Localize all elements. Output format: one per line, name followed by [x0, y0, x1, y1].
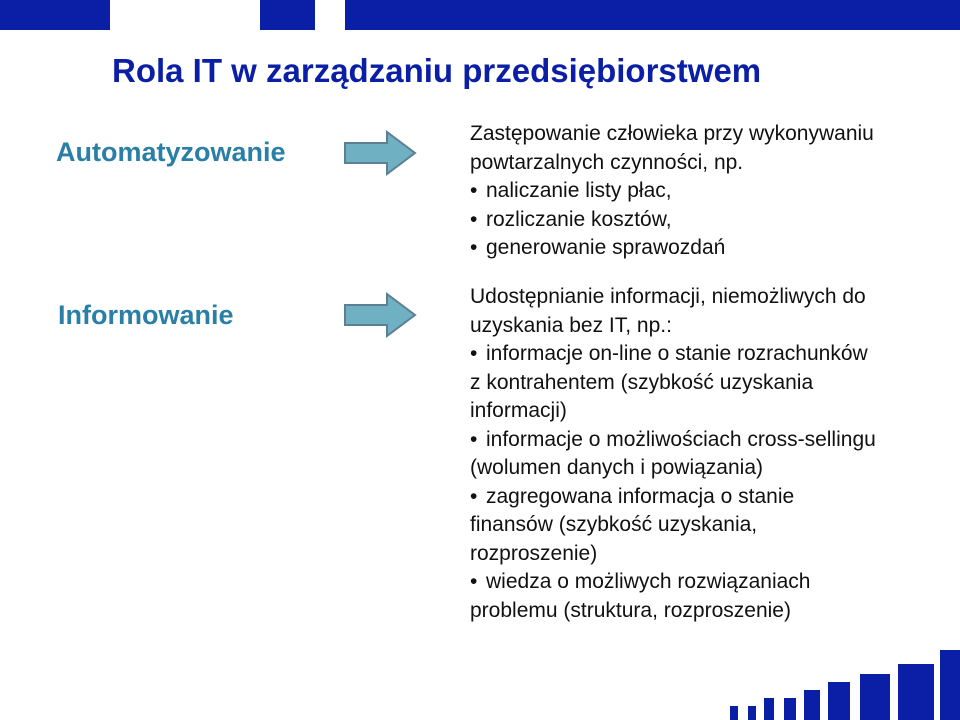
bullet-continuation: rozproszenie) [470, 541, 598, 565]
top-band-block [315, 0, 345, 30]
top-band-block [110, 0, 260, 30]
bullet-item: • wiedza o możliwych rozwiązaniach [470, 568, 940, 597]
description-line: powtarzalnych czynności, np. [470, 150, 744, 174]
bullet-continuation: informacji) [470, 399, 567, 422]
right-arrow-icon [343, 292, 417, 338]
corner-bar [898, 664, 934, 720]
corner-bar [764, 698, 774, 720]
corner-bar [730, 706, 738, 720]
corner-bar [748, 706, 756, 720]
top-band-block [260, 0, 315, 30]
bullet-icon: • [470, 179, 478, 202]
corner-decor-bars [730, 650, 960, 720]
bullet-item: • naliczanie listy płac, [470, 177, 940, 206]
bullet-icon: • [470, 236, 478, 259]
top-band-block [345, 0, 960, 30]
description-informowanie [470, 283, 940, 625]
bullet-item: • zagregowana informacja o stanie [470, 483, 940, 512]
top-band-block [0, 0, 110, 30]
corner-bar [940, 650, 960, 720]
bullet-continuation: problemu (struktura, rozproszenie) [470, 598, 791, 622]
description-line: Zastępowanie człowieka przy wykonywaniu [470, 122, 874, 145]
top-decor-band [0, 0, 960, 30]
bullet-continuation: (wolumen danych i powiązania) [470, 456, 763, 479]
bullet-item: • rozliczanie kosztów, [470, 206, 940, 235]
description-line: uzyskania bez IT, np.: [470, 313, 672, 337]
bullet-continuation: z kontrahentem (szybkość uzyskania [470, 370, 814, 394]
term-informowanie: Informowanie [58, 300, 234, 330]
corner-bar [860, 674, 890, 720]
bullet-continuation: finansów (szybkość uzyskania, [470, 513, 758, 536]
description-automatyzowanie [470, 120, 940, 263]
corner-bar [784, 698, 796, 720]
bullet-icon: • [470, 484, 478, 508]
corner-bar [828, 682, 850, 720]
bullet-icon: • [470, 570, 478, 593]
corner-bar [804, 690, 820, 720]
bullet-icon: • [470, 342, 478, 365]
description-line: Udostępnianie informacji, niemożliwych do [470, 285, 866, 308]
term-automatyzowanie: Automatyzowanie [56, 137, 286, 167]
bullet-item: • informacje o możliwościach cross-sellingu [470, 426, 940, 455]
right-arrow-icon [343, 130, 417, 176]
slide-title: Rola IT w zarządzaniu przedsiębiorstwem [112, 52, 762, 89]
bullet-icon: • [470, 207, 478, 231]
bullet-icon: • [470, 427, 478, 451]
bullet-item: • informacje on-line o stanie rozrachunków [470, 340, 940, 369]
bullet-item: • generowanie sprawozdań [470, 234, 940, 263]
